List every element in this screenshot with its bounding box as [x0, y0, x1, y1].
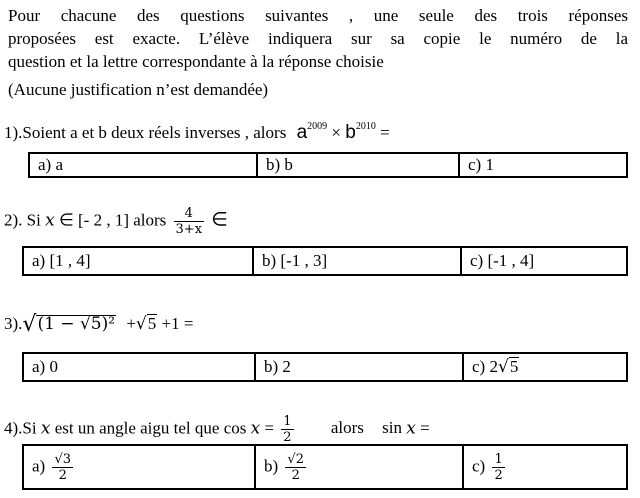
answer-3c[interactable]	[463, 353, 627, 381]
question-4	[4, 414, 430, 445]
radical-icon: √	[497, 357, 509, 377]
question-1-exp-b: 2010	[355, 121, 376, 132]
question-4-var-3: x	[406, 418, 416, 439]
answer-4b-den: 2	[291, 467, 300, 483]
question-4-sin-equals: =	[420, 418, 430, 438]
radical-icon: √	[135, 314, 147, 334]
question-2	[4, 206, 228, 237]
answer-4a-label: a)	[32, 455, 46, 475]
question-2-condition: ∈ [- 2 , 1] alors	[58, 210, 167, 230]
answer-4c-den: 2	[494, 467, 503, 483]
question-4-prefix: 4).Si	[4, 418, 37, 438]
question-3-rest: +1 =	[161, 314, 194, 333]
intro-line-4: (Aucune justification n’est demandée)	[8, 80, 269, 99]
answer-4b-label: b)	[264, 455, 279, 475]
answer-4a-fraction	[52, 452, 73, 483]
question-3-prefix: 3).	[4, 314, 23, 333]
question-1-answers	[28, 152, 628, 178]
answer-4a[interactable]	[23, 445, 255, 489]
answer-2c[interactable]: c) [-1 , 4]	[461, 247, 627, 275]
question-1-exp-a: 2009	[307, 121, 328, 132]
answer-1a[interactable]: a) a	[29, 153, 257, 177]
question-4-text: est un angle aigu tel que cos	[54, 418, 247, 438]
question-4-var-2: x	[250, 418, 261, 439]
question-4-sin: sin	[382, 418, 402, 438]
question-1-equals: =	[380, 123, 390, 142]
answer-4a-den: 2	[58, 467, 67, 483]
answer-4c-label: c)	[472, 455, 486, 475]
answer-4b-num: √2	[287, 451, 304, 467]
question-4-frac-num: 1	[283, 414, 292, 429]
question-2-frac-den: 3+x	[175, 222, 203, 237]
question-3-answers	[22, 352, 628, 382]
intro-line-1: Pour chacune des questions suivantes , une seule des trois réponses	[8, 6, 628, 25]
answer-1c[interactable]: c) 1	[459, 153, 627, 177]
answer-4c[interactable]	[463, 445, 627, 489]
answer-3a[interactable]: a) 0	[23, 353, 255, 381]
question-2-answers	[22, 246, 628, 276]
answer-4c-fraction	[492, 452, 504, 483]
question-2-var: x	[45, 210, 55, 231]
question-1-times: ×	[331, 123, 341, 142]
radical-icon: √	[22, 312, 37, 337]
question-4-equals: =	[264, 418, 275, 438]
answer-3b[interactable]: b) 2	[255, 353, 463, 381]
intro-line-3: question et la lettre correspondante à la réponse choisie	[8, 52, 384, 71]
answer-4a-num: √3	[54, 451, 72, 467]
answer-4b[interactable]	[255, 445, 463, 489]
answer-4c-num: 1	[494, 451, 503, 467]
question-4-answers	[22, 444, 628, 490]
question-3-plus: +	[126, 314, 136, 333]
question-4-alors: alors	[330, 418, 364, 438]
answer-3c-sqrt: 5	[509, 357, 519, 376]
question-1-base-b: b	[345, 122, 356, 143]
answer-2b[interactable]: b) [-1 , 3]	[253, 247, 461, 275]
intro-line-2: proposées est exacte. L’élève indiquera sur sa copie le numéro de la	[8, 29, 628, 48]
question-1-text: 1).Soient a et b deux réels inverses , alors	[4, 123, 287, 142]
question-3-sqrt5: 5	[147, 314, 157, 333]
question-2-frac-num: 4	[174, 206, 205, 222]
question-4-var: x	[40, 418, 51, 439]
answer-1b[interactable]: b) b	[257, 153, 459, 177]
question-2-in: ∈	[211, 209, 228, 231]
question-3	[4, 314, 193, 335]
question-1	[4, 123, 390, 143]
question-4-fraction	[281, 414, 293, 445]
question-4-frac-den: 2	[283, 430, 292, 445]
answer-4b-fraction	[285, 452, 306, 483]
answer-2a[interactable]: a) [1 , 4]	[23, 247, 253, 275]
question-3-radicand: (1 − √5)²	[37, 314, 116, 334]
question-2-fraction	[174, 206, 205, 237]
question-2-prefix: 2). Si	[4, 210, 41, 230]
answer-3c-text: c) 2	[472, 357, 498, 376]
question-1-base-a: a	[296, 122, 308, 143]
